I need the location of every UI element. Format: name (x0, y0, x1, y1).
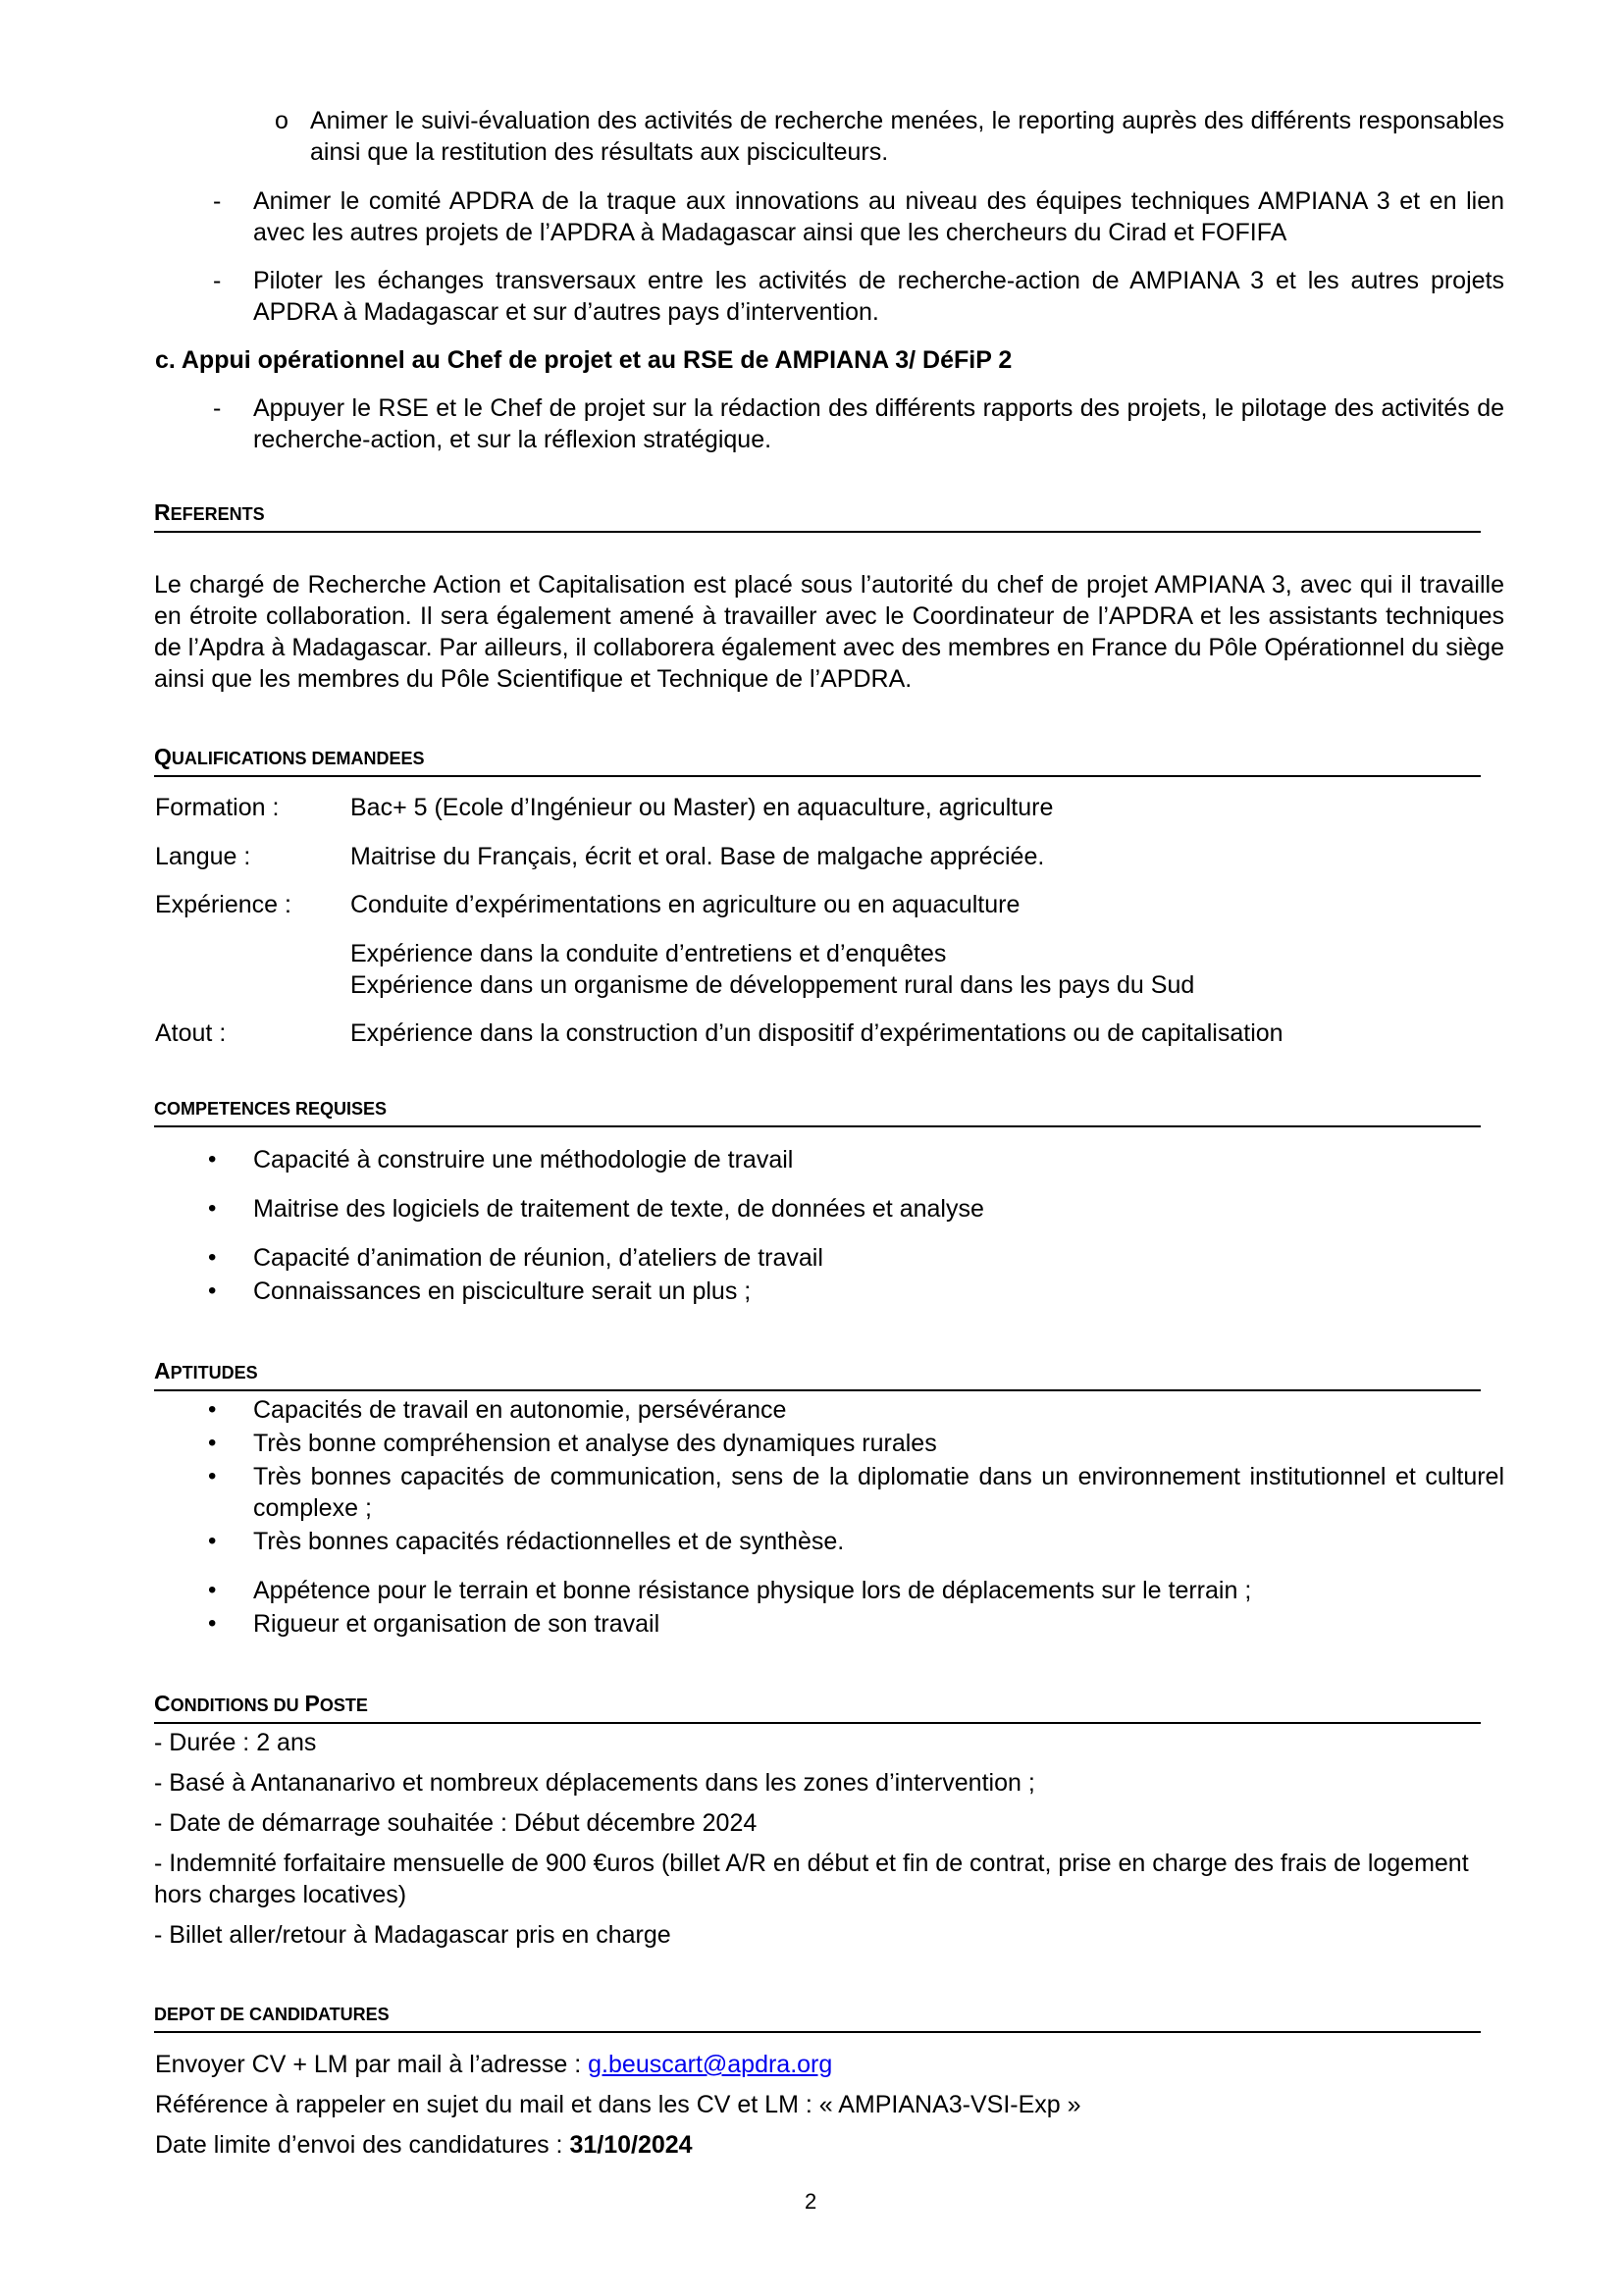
bullet-marker: • (208, 1430, 217, 1456)
bullet-marker: • (208, 1146, 217, 1173)
bullet-marker: • (208, 1577, 217, 1603)
dash-marker: - (213, 267, 222, 294)
condition-item: - Basé à Antananarivo et nombreux déplacements dans les zones d’intervention ; (154, 1769, 1035, 1797)
list-item: Maitrise des logiciels de traitement de texte, de données et analyse (253, 1195, 984, 1223)
condition-item: - Date de démarrage souhaitée : Début décembre 2024 (154, 1809, 758, 1837)
application-email-label: Envoyer CV + LM par mail à l’adresse : (155, 2051, 589, 2078)
list-item: Capacité d’animation de réunion, d’ateliers de travail (253, 1244, 823, 1272)
list-item: Connaissances en pisciculture serait un plus ; (253, 1278, 752, 1305)
referents-paragraph: Le chargé de Recherche Action et Capitalisation est placé sous l’autorité du chef de projet AMPIANA 3, avec qui il travaille en étroite collaboration. Il sera également amené à travailler avec le Coordinateur de l’APDRA et les assistants techniques de l’Apdra à Madagascar. Par ailleurs, il collaborera également avec des membres en France du Pôle Opérationnel du siège ainsi que les membres du Pôle Scientifique et Technique de l’APDRA. (154, 571, 1504, 693)
section-heading-qualifications: QUALIFICATIONS DEMANDEES (154, 744, 1481, 777)
bullet-marker: • (208, 1195, 217, 1222)
qualification-value: Maitrise du Français, écrit et oral. Base de malgache appréciée. (350, 843, 1045, 870)
section-heading-referents: REFERENTS (154, 499, 1481, 533)
bullet-marker: • (208, 1396, 217, 1423)
list-item: Très bonnes capacités rédactionnelles et de synthèse. (253, 1528, 845, 1555)
sub-bullet-text: Animer le suivi-évaluation des activités de recherche menées, le reporting auprès des différents responsables ainsi que la restitution des résultats aux pisciculteurs. (310, 107, 1504, 166)
list-item: Capacités de travail en autonomie, persévérance (253, 1396, 787, 1424)
qualification-value: Bac+ 5 (Ecole d’Ingénieur ou Master) en aquaculture, agriculture (350, 794, 1054, 821)
qualification-value: Conduite d’expérimentations en agriculture ou en aquaculture (350, 891, 1021, 918)
list-item: Appuyer le RSE et le Chef de projet sur la rédaction des différents rapports des projets, le pilotage des activités de recherche-action, et sur la réflexion stratégique. (253, 394, 1504, 453)
condition-item: - Durée : 2 ans (154, 1729, 317, 1756)
bullet-marker: • (208, 1528, 217, 1554)
dash-marker: - (213, 394, 222, 422)
list-item: Très bonnes capacités de communication, sens de la diplomatie dans un environnement institutionnel et culturel complexe ; (253, 1463, 1504, 1522)
sub-bullet-marker: o (275, 107, 288, 134)
section-heading-depot: DEPOT DE CANDIDATURES (154, 2002, 1481, 2033)
deadline-label: Date limite d’envoi des candidatures : (155, 2131, 570, 2159)
qualification-value: Expérience dans un organisme de développement rural dans les pays du Sud (350, 971, 1195, 999)
page-number: 2 (805, 2189, 817, 2214)
bullet-marker: • (208, 1610, 217, 1637)
reference-line: Référence à rappeler en sujet du mail et dans les CV et LM : « AMPIANA3-VSI-Exp » (155, 2091, 1081, 2118)
list-item: Très bonne compréhension et analyse des dynamiques rurales (253, 1430, 937, 1457)
section-heading-competences: COMPETENCES REQUISES (154, 1096, 1481, 1127)
qualification-value: Expérience dans la conduite d’entretiens et d’enquêtes (350, 940, 947, 967)
section-title: c. Appui opérationnel au Chef de projet et au RSE de AMPIANA 3/ DéFiP 2 (155, 346, 1013, 374)
list-item: Capacité à construire une méthodologie de travail (253, 1146, 794, 1174)
deadline-date: 31/10/2024 (569, 2131, 693, 2159)
qualification-label: Expérience : (155, 891, 291, 918)
bullet-marker: • (208, 1463, 217, 1489)
bullet-marker: • (208, 1278, 217, 1304)
list-item: Appétence pour le terrain et bonne résistance physique lors de déplacements sur le terrain ; (253, 1577, 1252, 1604)
section-heading-conditions: CONDITIONS DU POSTE (154, 1691, 1481, 1724)
list-item: Rigueur et organisation de son travail (253, 1610, 660, 1638)
qualification-label: Formation : (155, 794, 280, 821)
dash-marker: - (213, 187, 222, 215)
list-item: Piloter les échanges transversaux entre les activités de recherche-action de AMPIANA 3 et les autres projets APDRA à Madagascar et sur d’autres pays d’intervention. (253, 267, 1504, 326)
application-email-line (155, 2049, 832, 2080)
deadline-line (155, 2129, 693, 2161)
section-heading-aptitudes: APTITUDES (154, 1358, 1481, 1391)
condition-item: - Indemnité forfaitaire mensuelle de 900 €uros (billet A/R en début et fin de contrat, prise en charge des frais de logement hors charges locatives) (154, 1850, 1469, 1908)
list-item: Animer le comité APDRA de la traque aux innovations au niveau des équipes techniques AMPIANA 3 et en lien avec les autres projets de l’APDRA à Madagascar ainsi que les chercheurs du Cirad et FOFIFA (253, 187, 1504, 246)
condition-item: - Billet aller/retour à Madagascar pris en charge (154, 1921, 671, 1949)
qualification-label: Atout : (155, 1019, 227, 1047)
bullet-marker: • (208, 1244, 217, 1271)
application-email-link[interactable]: g.beuscart@apdra.org (588, 2051, 833, 2078)
qualification-value: Expérience dans la construction d’un dispositif d’expérimentations ou de capitalisation (350, 1019, 1283, 1047)
qualification-label: Langue : (155, 843, 251, 870)
